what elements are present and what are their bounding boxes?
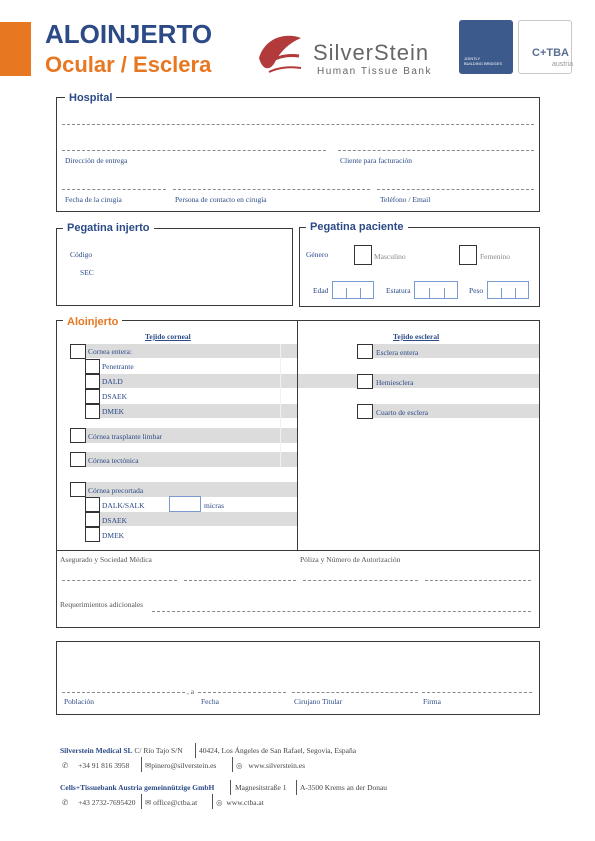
- graft-sec-label: SEC: [80, 268, 94, 277]
- dalk-salk-label: DALK/SALK: [102, 501, 145, 510]
- jointly-badge: [459, 20, 513, 74]
- graft-sticker-section: [56, 228, 293, 306]
- quarter-sclera-label: Cuarto de esclera: [376, 408, 429, 417]
- band-hemisclera: [298, 374, 539, 388]
- microns-label: micras: [204, 501, 224, 510]
- silverstein-logo-mark-icon: [255, 28, 307, 78]
- company2-name: Cells+Tissuebank Austria gemeinnützige GmbH: [60, 783, 215, 792]
- footer-email2[interactable]: [145, 798, 197, 807]
- billing-client-line[interactable]: [338, 150, 534, 151]
- footer-phone2: [62, 798, 136, 807]
- hospital-section: [56, 97, 540, 212]
- allograft-legend: Aloinjerto: [63, 316, 122, 328]
- footer-web2[interactable]: [216, 798, 264, 807]
- dsaek-label: DSAEK: [102, 392, 128, 401]
- surgeon-label: Cirujano Titular: [294, 697, 343, 706]
- patient-sticker-legend: Pegatina paciente: [306, 221, 408, 233]
- dald-label: DALD: [102, 377, 123, 386]
- billing-client-label: Cliente para facturación: [340, 156, 413, 165]
- web1-address[interactable]: www.silverstein.es: [248, 761, 306, 770]
- footer-company1: [60, 746, 183, 755]
- footer-separator: [230, 780, 231, 795]
- ctba-badge-sub: austria: [552, 61, 574, 68]
- town-label: Población: [64, 697, 94, 706]
- company1-name: Silverstein Medical SL: [60, 746, 133, 755]
- hemisclera-checkbox[interactable]: [357, 374, 373, 389]
- brand-name: SilverStein: [313, 40, 430, 65]
- weight-label: Peso: [469, 286, 484, 295]
- phone2-number: +43 2732-7695420: [78, 798, 136, 807]
- hospital-name-line[interactable]: [62, 124, 534, 125]
- graft-sticker-legend: Pegatina injerto: [63, 222, 154, 234]
- weight-field[interactable]: [487, 281, 529, 299]
- scleral-header: Tejido escleral: [393, 332, 440, 341]
- gender-label: Género: [306, 250, 329, 259]
- hemisclera-label: Hemiesclera: [376, 378, 414, 387]
- globe2-icon: ◎: [216, 798, 223, 807]
- surgeon-line[interactable]: [292, 692, 418, 693]
- brand-tagline: Human Tissue Bank: [317, 66, 432, 77]
- footer-company2: [60, 783, 214, 792]
- footer-separator: [141, 794, 142, 809]
- jointly-badge-text: JOINTLY BUILDING BRIDGES: [464, 56, 503, 66]
- female-checkbox[interactable]: [459, 245, 477, 265]
- dald-checkbox[interactable]: [85, 374, 100, 389]
- company1-address: C/ Río Tajo S/N: [134, 746, 183, 755]
- form-subtitle: Ocular / Esclera: [45, 52, 212, 77]
- company2-city: A-3500 Krems an der Donau: [300, 783, 388, 792]
- delivery-address-line[interactable]: [62, 150, 326, 151]
- email1-address[interactable]: pinero@silverstein.es: [151, 761, 217, 770]
- company2-address: Magnesitstraße 1: [235, 783, 287, 792]
- phone-email-label: Teléfono / Email: [380, 195, 431, 204]
- phone1-icon: ✆: [62, 761, 69, 770]
- footer-phone1: [62, 761, 129, 770]
- policy-label: Póliza y Número de Autorización: [300, 555, 401, 564]
- form-title: ALOINJERTO: [45, 19, 213, 49]
- date-label: Fecha: [201, 697, 219, 706]
- insured-line-1[interactable]: [62, 580, 177, 581]
- footer-separator: [195, 743, 196, 758]
- ctba-badge: [518, 20, 572, 74]
- penetrating-label: Penetrante: [102, 362, 134, 371]
- footer-separator: [141, 757, 142, 772]
- whole-sclera-checkbox[interactable]: [357, 344, 373, 359]
- phone2-icon: ✆: [62, 798, 69, 807]
- dsaek2-label: DSAEK: [102, 516, 128, 525]
- signature-label: Firma: [423, 697, 441, 706]
- policy-line-1[interactable]: [303, 580, 418, 581]
- graft-code-label: Código: [70, 250, 93, 259]
- footer-separator: [296, 780, 297, 795]
- precut-label: Córnea precortada: [88, 486, 144, 495]
- microns-input[interactable]: [169, 496, 201, 512]
- dmek2-label: DMEK: [102, 531, 125, 540]
- additional-requirements-label: Requerimientos adicionales: [60, 600, 144, 609]
- penetrating-checkbox[interactable]: [85, 359, 100, 374]
- whole-sclera-label: Esclera entera: [376, 348, 419, 357]
- date-line[interactable]: [198, 692, 286, 693]
- town-line[interactable]: [62, 692, 185, 693]
- phone1-number: +34 91 816 3958: [78, 761, 130, 770]
- phone-email-line[interactable]: [377, 189, 534, 190]
- globe1-icon: ◎: [236, 761, 243, 770]
- dmek-label: DMEK: [102, 407, 125, 416]
- web2-address[interactable]: www.ctba.at: [226, 798, 264, 807]
- allograft-column-divider: [297, 320, 298, 551]
- signature-line[interactable]: [422, 692, 532, 693]
- dsaek2-checkbox[interactable]: [85, 512, 100, 527]
- dmek-checkbox[interactable]: [85, 404, 100, 419]
- contact-person-label: Persona de contacto en cirugía: [175, 195, 267, 204]
- precut-checkbox[interactable]: [70, 482, 86, 497]
- whole-cornea-label: Cornea entera:: [88, 347, 132, 356]
- tectonic-checkbox[interactable]: [70, 452, 86, 467]
- tectonic-label: Córnea tectónica: [88, 456, 139, 465]
- dalk-salk-checkbox[interactable]: [85, 497, 100, 512]
- company1-city: 40424, Los Ángeles de San Rafael, Segovia, España: [199, 746, 357, 755]
- footer-web1[interactable]: [236, 761, 305, 770]
- female-label: Femenino: [480, 252, 510, 261]
- email2-icon: ✉: [145, 798, 152, 807]
- corneal-header: Tejido corneal: [145, 332, 191, 341]
- footer-separator: [232, 757, 233, 772]
- footer-separator: [212, 794, 213, 809]
- comma-a-text: , a: [187, 687, 195, 696]
- email1-icon: ✉: [145, 761, 152, 770]
- contact-person-line[interactable]: [173, 189, 370, 190]
- limbal-checkbox[interactable]: [70, 428, 86, 443]
- policy-line-2[interactable]: [425, 580, 531, 581]
- insured-line-2[interactable]: [184, 580, 296, 581]
- email2-address[interactable]: office@ctba.at: [153, 798, 198, 807]
- age-label: Edad: [313, 286, 329, 295]
- whole-cornea-checkbox[interactable]: [70, 344, 86, 359]
- male-checkbox[interactable]: [354, 245, 372, 265]
- orange-accent-bar: [0, 22, 31, 76]
- insured-label: Asegurado y Sociedad Médica: [60, 555, 152, 564]
- height-label: Estatura: [386, 286, 411, 295]
- additional-requirements-line[interactable]: [152, 611, 531, 612]
- surgery-date-line[interactable]: [62, 189, 166, 190]
- height-field[interactable]: [414, 281, 458, 299]
- footer-email1[interactable]: [145, 761, 216, 770]
- dmek2-checkbox[interactable]: [85, 527, 100, 542]
- male-label: Masculino: [374, 252, 406, 261]
- age-field[interactable]: [332, 281, 374, 299]
- delivery-address-label: Dirección de entrega: [65, 156, 128, 165]
- surgery-date-label: Fecha de la cirugía: [65, 195, 122, 204]
- hospital-legend: Hospital: [65, 92, 116, 104]
- quarter-sclera-checkbox[interactable]: [357, 404, 373, 419]
- corneal-inner-rule: [280, 344, 281, 467]
- silverstein-logo: [255, 26, 455, 82]
- allograft-bottom-divider: [56, 550, 540, 551]
- limbal-label: Córnea trasplante limbar: [88, 432, 163, 441]
- ctba-badge-main: C+TBA: [532, 47, 569, 59]
- dsaek-checkbox[interactable]: [85, 389, 100, 404]
